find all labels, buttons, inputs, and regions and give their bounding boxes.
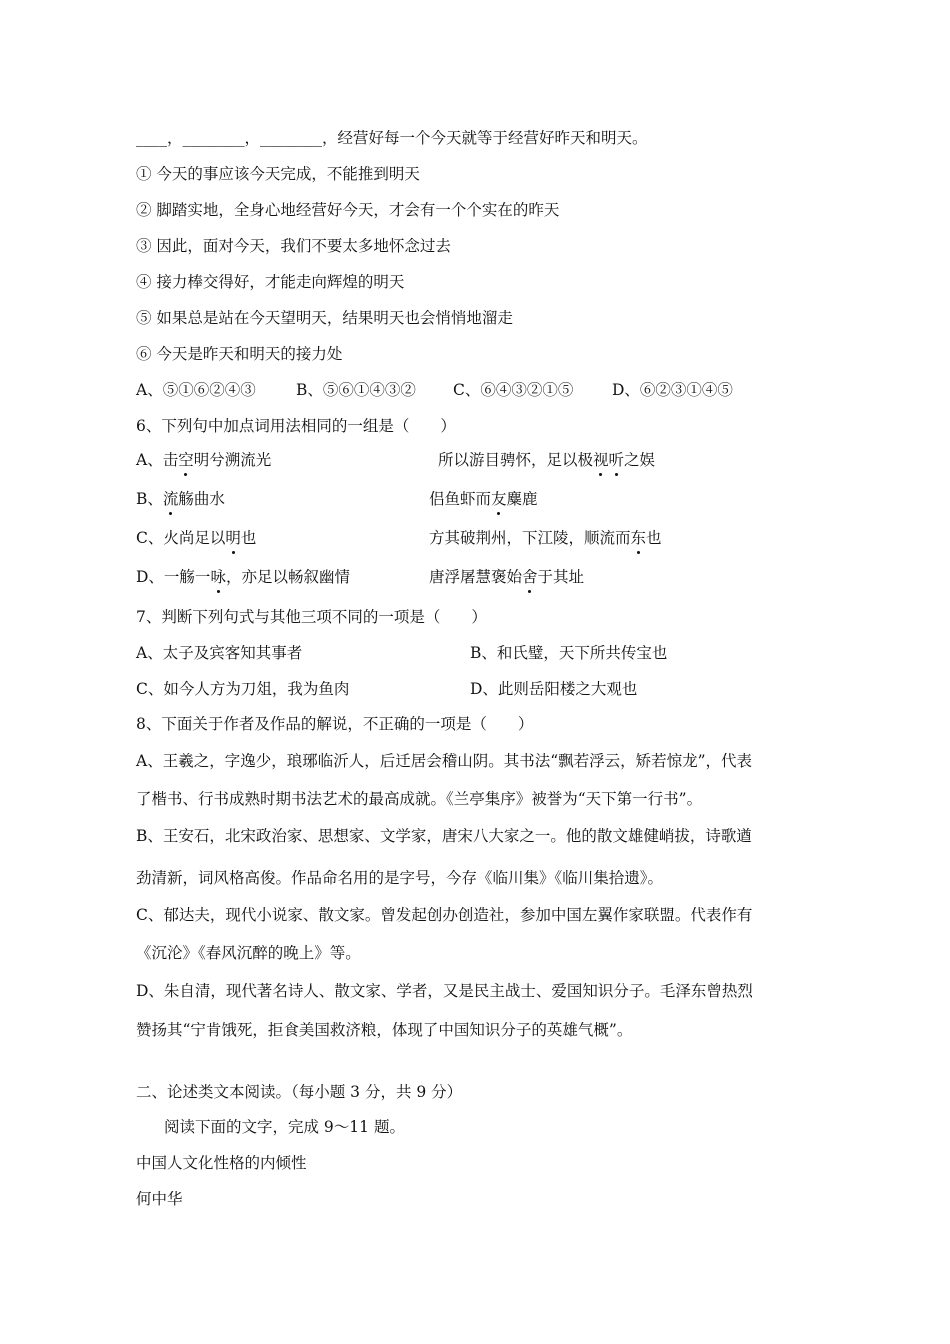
q5-item: ⑥ 今天是昨天和明天的接力处 <box>136 345 343 363</box>
q5-item: ③ 因此，面对今天，我们不要太多地怀念过去 <box>136 237 451 255</box>
q6-d-right: 唐浮屠慧褒始舍于其址 <box>429 568 585 586</box>
q6-a-right: 所以游目骋怀，足以极视听之娱 <box>438 451 656 469</box>
q5-item: ② 脚踏实地，全身心地经营好今天，才会有一个个实在的昨天 <box>136 201 560 219</box>
emphasis-dot-char: 流 <box>162 490 179 508</box>
q6-c-left: C、火尚足以明也 <box>136 529 257 547</box>
emphasis-dot-char: 咏 <box>210 568 226 586</box>
q7-option-b: B、和氏璧，天下所共传宝也 <box>470 644 668 662</box>
section-heading: 二、论述类文本阅读。（每小题 3 分，共 9 分） <box>136 1083 463 1101</box>
q7-option-a: A、太子及宾客知其事者 <box>136 644 303 662</box>
q6-b-left: B、流觞曲水 <box>136 490 225 508</box>
q8-line: B、王安石，北宋政治家、思想家、文学家，唐宋八大家之一。他的散文雄健峭拔，诗歌遒 <box>136 827 752 845</box>
q8-line: 了楷书、行书成熟时期书法艺术的最高成就。《兰亭集序》被誉为“天下第一行书”。 <box>136 790 703 808</box>
q6-d-left: D、一觞一咏，亦足以畅叙幽情 <box>136 568 350 586</box>
section-instruction: 阅读下面的文字，完成 9～11 题。 <box>164 1118 405 1136</box>
q6-b-right: 侣鱼虾而友麋鹿 <box>429 490 538 508</box>
q7-stem: 7、判断下列句式与其他三项不同的一项是（ ） <box>136 608 487 626</box>
emphasis-dot-char: 空 <box>178 451 194 469</box>
q6-c-right: 方其破荆州，下江陵，顺流而东也 <box>429 529 662 547</box>
q5-option-c: C、⑥④③②①⑤ <box>453 381 574 399</box>
emphasis-dot-char: 东 <box>630 529 647 547</box>
emphasis-dot-char: 明 <box>225 529 241 547</box>
q7-option-c: C、如今人方为刀俎，我为鱼肉 <box>136 680 350 698</box>
q8-line: 赞扬其“宁肯饿死，拒食美国救济粮，体现了中国知识分子的英雄气概”。 <box>136 1021 633 1039</box>
q5-stem: ____，________，________，经营好每一个今天就等于经营好昨天和明天。 <box>136 129 648 147</box>
q5-item: ⑤ 如果总是站在今天望明天，结果明天也会悄悄地溜走 <box>136 309 513 327</box>
q8-line: A、王羲之，字逸少，琅琊临沂人，后迁居会稽山阴。其书法“飘若浮云，矫若惊龙”，代表 <box>136 752 753 770</box>
article-author: 何中华 <box>136 1190 183 1208</box>
q5-option-d: D、⑥②③①④⑤ <box>612 381 733 399</box>
q5-option-a: A、⑤①⑥②④③ <box>136 381 256 399</box>
q7-option-d: D、此则岳阳楼之大观也 <box>470 680 638 698</box>
q8-line: D、朱自清，现代著名诗人、散文家、学者，又是民主战士、爱国知识分子。毛泽东曾热烈 <box>136 982 753 1000</box>
q8-line: 劲清新，词风格高俊。作品命名用的是字号，今存《临川集》《临川集拾遗》。 <box>136 869 664 887</box>
emphasis-dot-char: 听 <box>608 451 625 469</box>
q8-line: 《沉沦》《春风沉醉的晚上》等。 <box>136 944 361 962</box>
emphasis-dot-char: 友 <box>491 490 507 508</box>
article-title: 中国人文化性格的内倾性 <box>136 1154 307 1172</box>
q5-item: ④ 接力棒交得好，才能走向辉煌的明天 <box>136 273 405 291</box>
emphasis-dot-char: 视 <box>593 451 609 469</box>
emphasis-dot-char: 舍 <box>522 568 538 586</box>
q6-stem: 6、下列句中加点词用法相同的一组是（ ） <box>136 417 456 435</box>
q5-option-b: B、⑤⑥①④③② <box>296 381 416 399</box>
q5-item: ① 今天的事应该今天完成，不能推到明天 <box>136 165 420 183</box>
q8-line: C、郁达夫，现代小说家、散文家。曾发起创办创造社，参加中国左翼作家联盟。代表作有 <box>136 906 753 924</box>
q8-stem: 8、下面关于作者及作品的解说，不正确的一项是（ ） <box>136 715 534 733</box>
q6-a-left: A、击空明兮溯流光 <box>136 451 272 469</box>
